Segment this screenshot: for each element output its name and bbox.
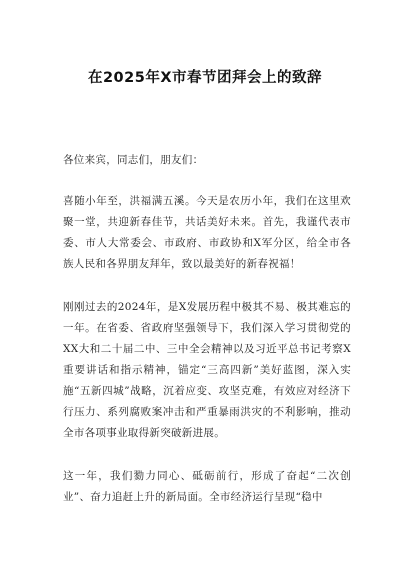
paragraph-3: 这一年，我们勠力同心、砥砺前行，形成了奋起“二次创业”、奋力追赶上升的新局面。全市经济运行呈现“稳中 [63,470,351,503]
paragraph-2: 刚刚过去的2024年，是X发展历程中极其不易、极其难忘的一年。在省委、省政府坚强领导下，我们深入学习贯彻党的XX大和二十届二中、三中全会精神以及习近平总书记考察X重要讲话和指示精神，锚定“三高四新”美好蓝图，深入实施“五新四城”战略，沉着应变、攻坚克难，有效应对经济下行压力、系列腐败案冲击和严重暴雨洪灾的不利影响，推动全市各项事业取得新突破新进展。 [63,301,351,439]
salutation: 各位来宾，同志们，朋友们： [63,154,204,166]
document-title: 在2025年X市春节团拜会上的致辞 [87,70,323,86]
paragraph-1: 喜随小年至，洪福满五溪。今天是农历小年，我们在这里欢聚一堂，共迎新春佳节，共话美好未来。首先，我谨代表市委、市人大常委会、市政府、市政协和X军分区，给全市各族人民和各界朋友拜年，致以最美好的新春祝福！ [63,195,351,270]
